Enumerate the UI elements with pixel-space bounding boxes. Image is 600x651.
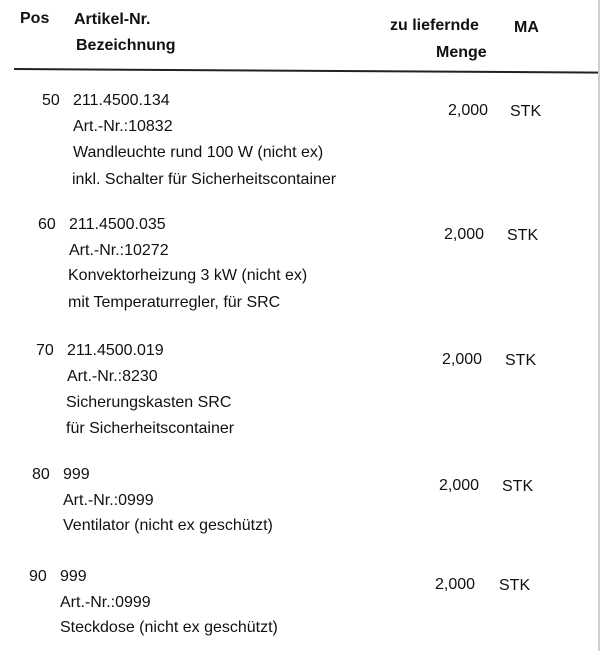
header-ma: MA: [514, 19, 539, 36]
row-description: Wandleuchte rund 100 W (nicht ex): [73, 144, 324, 161]
row-description: Sicherungskasten SRC: [66, 394, 232, 411]
row-pos: 60: [38, 216, 56, 233]
row-unit: STK: [510, 103, 542, 120]
row-quantity: 2,000: [435, 576, 476, 593]
row-art-nr: Art.-Nr.:10832: [73, 118, 173, 135]
row-quantity: 2,000: [444, 226, 485, 243]
row-art-nr: Art.-Nr.:0999: [60, 594, 151, 611]
row-pos: 90: [29, 568, 47, 585]
row-quantity: 2,000: [442, 351, 483, 368]
header-pos: Pos: [20, 10, 50, 27]
row-artikel-nr: 211.4500.134: [73, 92, 170, 109]
row-artikel-nr: 211.4500.019: [67, 342, 164, 359]
row-artikel-nr: 211.4500.035: [69, 216, 166, 233]
row-art-nr: Art.-Nr.:0999: [63, 492, 154, 509]
header-artikel-nr: Artikel-Nr.: [74, 11, 151, 28]
row-description: Steckdose (nicht ex geschützt): [60, 619, 278, 636]
row-description-2: inkl. Schalter für Sicherheitscontainer: [72, 171, 337, 188]
row-artikel-nr: 999: [63, 466, 90, 483]
row-art-nr: Art.-Nr.:10272: [69, 242, 169, 259]
header-menge: Menge: [436, 44, 487, 61]
row-description-2: für Sicherheitscontainer: [66, 420, 235, 437]
header-rule: [14, 68, 600, 74]
row-unit: STK: [499, 577, 531, 594]
row-pos: 70: [36, 342, 54, 359]
row-unit: STK: [502, 478, 534, 495]
row-quantity: 2,000: [439, 477, 480, 494]
row-quantity: 2,000: [448, 102, 489, 119]
row-description: Konvektorheizung 3 kW (nicht ex): [68, 267, 308, 284]
header-zu-liefernde: zu liefernde: [390, 17, 479, 34]
row-description-2: mit Temperaturregler, für SRC: [68, 294, 281, 311]
row-pos: 50: [42, 92, 60, 109]
row-unit: STK: [507, 227, 539, 244]
header-bezeichnung: Bezeichnung: [76, 37, 176, 54]
row-artikel-nr: 999: [60, 568, 87, 585]
row-unit: STK: [505, 352, 537, 369]
row-pos: 80: [32, 466, 50, 483]
row-description: Ventilator (nicht ex geschützt): [63, 517, 273, 534]
row-art-nr: Art.-Nr.:8230: [67, 368, 158, 385]
